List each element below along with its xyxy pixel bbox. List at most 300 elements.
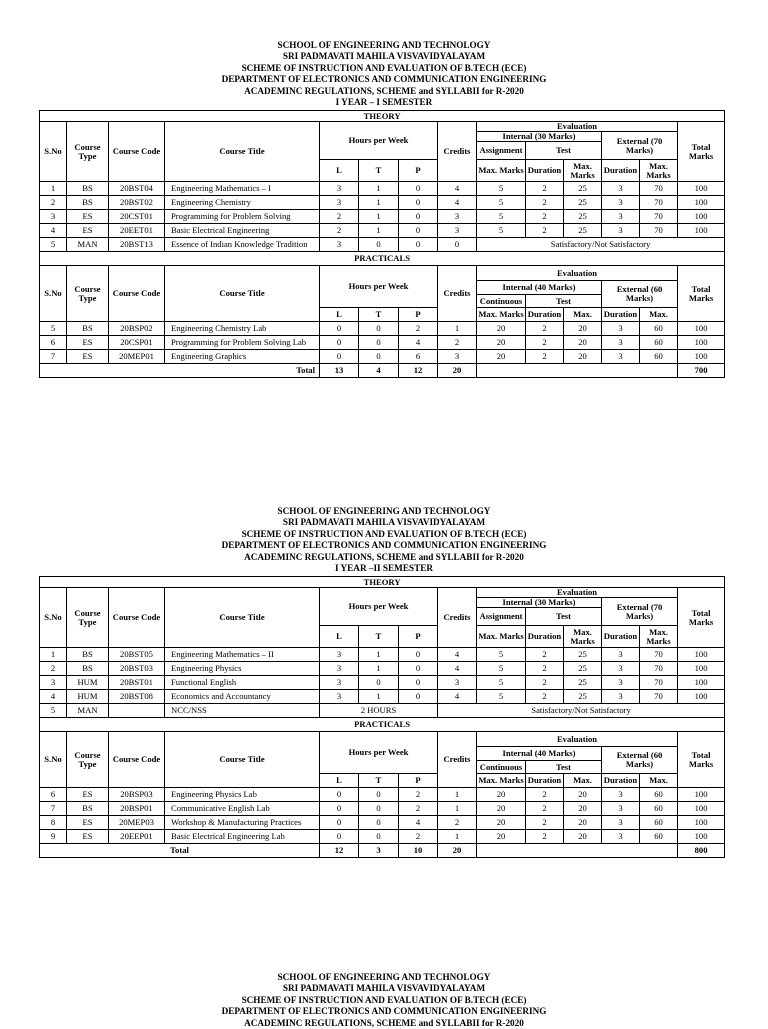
cell-test-duration: 2 [526, 182, 564, 196]
cell-l: 2 [320, 210, 359, 224]
cell-credits: 1 [438, 802, 477, 816]
col-hours: Hours per Week [320, 732, 438, 774]
col-course-code: Course Code [109, 588, 165, 648]
cell-t: 0 [359, 350, 399, 364]
col-continuous: Continuous [477, 761, 526, 774]
cell-test-max: 25 [564, 676, 602, 690]
cell-total: 100 [678, 210, 725, 224]
cell-l: 0 [320, 788, 359, 802]
cell-internal-marks: 20 [477, 322, 526, 336]
cell-internal-marks: 5 [477, 662, 526, 676]
table-row [40, 182, 725, 196]
cell-ext-max: 60 [640, 802, 678, 816]
cell-internal-marks: 20 [477, 802, 526, 816]
cell-sno: 4 [40, 690, 67, 704]
cell-credits: 2 [438, 336, 477, 350]
cell-code: 20BST01 [109, 676, 165, 690]
col-continuous: Continuous [477, 295, 526, 308]
cell-p: 2 [399, 322, 438, 336]
cell-code: 20BST13 [109, 238, 165, 252]
theory-label: THEORY [40, 577, 725, 588]
cell-t: 1 [359, 662, 399, 676]
cell-type: ES [67, 788, 109, 802]
cell-internal-marks: 20 [477, 830, 526, 844]
cell-ext-duration: 3 [602, 224, 640, 238]
cell-p: 0 [399, 238, 438, 252]
cell-ext-max: 70 [640, 224, 678, 238]
col-l: L [320, 774, 359, 788]
cell-code: 20BST03 [109, 662, 165, 676]
cell-p: 0 [399, 210, 438, 224]
cell-p: 2 [399, 788, 438, 802]
cell-type: ES [67, 210, 109, 224]
col-course-title: Course Title [165, 266, 320, 322]
sem2-lab-rows [40, 788, 725, 844]
cell-sno: 1 [40, 182, 67, 196]
cell-ext-max: 60 [640, 336, 678, 350]
cell-type: ES [67, 224, 109, 238]
total-p: 10 [399, 844, 438, 858]
total-label: Total [40, 364, 320, 378]
cell-sno: 3 [40, 676, 67, 690]
table-row [40, 704, 725, 718]
col-duration: Duration [526, 308, 564, 322]
col-evaluation: Evaluation [477, 122, 678, 132]
col-duration: Duration [602, 626, 640, 648]
cell-credits: 3 [438, 676, 477, 690]
col-external: External (70 Marks) [602, 132, 678, 160]
col-credits: Credits [438, 266, 477, 322]
table-row [40, 830, 725, 844]
semester-title: I YEAR – I SEMESTER [335, 97, 433, 108]
cell-l: 0 [320, 816, 359, 830]
table-row [40, 322, 725, 336]
cell-sno: 5 [40, 322, 67, 336]
cell-ext-duration: 3 [602, 350, 640, 364]
cell-internal-marks: 5 [477, 224, 526, 238]
department-title: DEPARTMENT OF ELECTRONICS AND COMMUNICATION ENGINEERING [221, 74, 547, 85]
cell-test-max: 25 [564, 210, 602, 224]
cell-t: 0 [359, 802, 399, 816]
cell-test-duration: 2 [526, 224, 564, 238]
col-max-marks: Max. Marks [477, 774, 526, 788]
cell-total: 100 [678, 662, 725, 676]
total-blank [477, 364, 678, 378]
cell-code: 20BSP03 [109, 788, 165, 802]
cell-code: 20BST02 [109, 196, 165, 210]
cell-t: 1 [359, 690, 399, 704]
cell-test-duration: 2 [526, 690, 564, 704]
col-duration: Duration [526, 626, 564, 648]
col-evaluation: Evaluation [477, 266, 678, 281]
cell-code: 20MEP03 [109, 816, 165, 830]
cell-total: 100 [678, 690, 725, 704]
cell-title: Functional English [165, 676, 320, 690]
col-l: L [320, 308, 359, 322]
cell-p: 2 [399, 802, 438, 816]
cell-ext-duration: 3 [602, 676, 640, 690]
col-course-type: Course Type [67, 732, 109, 788]
cell-test-max: 25 [564, 182, 602, 196]
col-max: Max. [640, 774, 678, 788]
cell-ext-max: 60 [640, 816, 678, 830]
cell-test-duration: 2 [526, 648, 564, 662]
col-t: T [359, 774, 399, 788]
cell-type: MAN [67, 704, 109, 718]
cell-test-max: 20 [564, 830, 602, 844]
cell-total: 100 [678, 676, 725, 690]
table-row [40, 690, 725, 704]
cell-code: 20BSP02 [109, 322, 165, 336]
cell-t: 0 [359, 676, 399, 690]
cell-type: ES [67, 350, 109, 364]
theory-label: THEORY [40, 111, 725, 122]
cell-ext-max: 60 [640, 788, 678, 802]
cell-credits: 4 [438, 690, 477, 704]
cell-l: 3 [320, 662, 359, 676]
col-duration: Duration [526, 160, 564, 182]
department-title: DEPARTMENT OF ELECTRONICS AND COMMUNICATION ENGINEERING [221, 540, 547, 551]
cell-ext-duration: 3 [602, 690, 640, 704]
cell-credits: 4 [438, 662, 477, 676]
cell-test-max: 25 [564, 662, 602, 676]
col-t: T [359, 626, 399, 648]
cell-p: 2 [399, 830, 438, 844]
cell-type: BS [67, 648, 109, 662]
cell-t: 0 [359, 322, 399, 336]
cell-ext-duration: 3 [602, 788, 640, 802]
table-row [40, 210, 725, 224]
cell-internal-marks: 5 [477, 690, 526, 704]
col-course-title: Course Title [165, 588, 320, 648]
cell-test-max: 20 [564, 802, 602, 816]
cell-test-max: 20 [564, 336, 602, 350]
col-course-code: Course Code [109, 732, 165, 788]
cell-p: 0 [399, 224, 438, 238]
sem2-header [0, 506, 768, 574]
school-title: SCHOOL OF ENGINEERING AND TECHNOLOGY [277, 972, 491, 982]
cell-credits: 2 [438, 816, 477, 830]
col-hours: Hours per Week [320, 122, 438, 160]
cell-ext-max: 60 [640, 322, 678, 336]
col-test: Test [526, 142, 602, 160]
cell-test-duration: 2 [526, 676, 564, 690]
col-p: P [399, 160, 438, 182]
regulations-title: ACADEMINC REGULATIONS, SCHEME and SYLLABII for R-2020 [244, 85, 524, 96]
cell-credits: 0 [438, 238, 477, 252]
cell-credits: 1 [438, 830, 477, 844]
practicals-label: PRACTICALS [40, 718, 725, 732]
cell-code: 20BSP01 [109, 802, 165, 816]
col-course-code: Course Code [109, 122, 165, 182]
table-row [40, 336, 725, 350]
col-max: Max. [564, 308, 602, 322]
table-row [40, 238, 725, 252]
cell-type: BS [67, 322, 109, 336]
col-course-title: Course Title [165, 732, 320, 788]
cell-title: Engineering Chemistry [165, 196, 320, 210]
col-credits: Credits [438, 732, 477, 788]
total-row [40, 364, 725, 378]
col-course-type: Course Type [67, 588, 109, 648]
col-internal: Internal (40 Marks) [477, 281, 602, 295]
cell-test-max: 25 [564, 224, 602, 238]
cell-t: 0 [359, 816, 399, 830]
cell-code: 20CSP01 [109, 336, 165, 350]
col-max: Max. [564, 774, 602, 788]
cell-title: Workshop & Manufacturing Practices [165, 816, 320, 830]
cell-satisfactory: Satisfactory/Not Satisfactory [438, 704, 725, 718]
table-row [40, 788, 725, 802]
cell-test-max: 25 [564, 690, 602, 704]
cell-sno: 2 [40, 662, 67, 676]
cell-ext-duration: 3 [602, 662, 640, 676]
sem2-theory-rows [40, 648, 725, 704]
cell-ext-duration: 3 [602, 816, 640, 830]
cell-l: 0 [320, 802, 359, 816]
cell-ext-max: 70 [640, 662, 678, 676]
col-hours: Hours per Week [320, 266, 438, 308]
cell-total: 100 [678, 802, 725, 816]
col-sno: S.No [40, 122, 67, 182]
cell-ext-max: 70 [640, 196, 678, 210]
cell-credits: 4 [438, 196, 477, 210]
cell-ext-duration: 3 [602, 648, 640, 662]
school-title: SCHOOL OF ENGINEERING AND TECHNOLOGY [277, 40, 491, 50]
cell-test-duration: 2 [526, 788, 564, 802]
cell-p: 0 [399, 690, 438, 704]
cell-t: 1 [359, 648, 399, 662]
cell-title: Programming for Problem Solving Lab [165, 336, 320, 350]
col-hours: Hours per Week [320, 588, 438, 626]
cell-total: 100 [678, 350, 725, 364]
cell-t: 1 [359, 224, 399, 238]
cell-test-duration: 2 [526, 830, 564, 844]
col-l: L [320, 160, 359, 182]
col-max-marks: Max. Marks [640, 626, 678, 648]
cell-l: 0 [320, 336, 359, 350]
cell-title: Basic Electrical Engineering [165, 224, 320, 238]
cell-total: 100 [678, 816, 725, 830]
col-max-marks: Max. Marks [477, 626, 526, 648]
col-duration: Duration [602, 308, 640, 322]
cell-type: MAN [67, 238, 109, 252]
university-title: SRI PADMAVATI MAHILA VISVAVIDYALAYAM [282, 983, 486, 994]
cell-p: 0 [399, 662, 438, 676]
department-title: DEPARTMENT OF ELECTRONICS AND COMMUNICATION ENGINEERING [221, 1006, 547, 1017]
cell-title: Communicative English Lab [165, 802, 320, 816]
cell-ext-max: 70 [640, 690, 678, 704]
table-row [40, 676, 725, 690]
cell-code: 20EEP01 [109, 830, 165, 844]
cell-type: BS [67, 802, 109, 816]
cell-sno: 5 [40, 704, 67, 718]
col-test: Test [526, 295, 602, 308]
col-p: P [399, 774, 438, 788]
scheme-title: SCHEME OF INSTRUCTION AND EVALUATION OF B.TECH (ECE) [241, 528, 527, 539]
cell-l: 3 [320, 196, 359, 210]
cell-p: 4 [399, 336, 438, 350]
cell-credits: 4 [438, 648, 477, 662]
cell-sno: 7 [40, 350, 67, 364]
cell-ext-duration: 3 [602, 210, 640, 224]
cell-internal-marks: 5 [477, 676, 526, 690]
total-credits: 20 [438, 844, 477, 858]
col-evaluation: Evaluation [477, 732, 678, 747]
col-internal: Internal (30 Marks) [477, 132, 602, 142]
col-internal: Internal (30 Marks) [477, 598, 602, 608]
cell-test-duration: 2 [526, 350, 564, 364]
cell-credits: 3 [438, 350, 477, 364]
cell-l: 3 [320, 648, 359, 662]
col-sno: S.No [40, 266, 67, 322]
cell-internal-marks: 20 [477, 816, 526, 830]
sem3-header [0, 972, 768, 1029]
regulations-title: ACADEMINC REGULATIONS, SCHEME and SYLLABII for R-2020 [244, 1017, 524, 1028]
total-t: 4 [359, 364, 399, 378]
cell-ext-max: 70 [640, 676, 678, 690]
cell-ext-duration: 3 [602, 322, 640, 336]
col-course-type: Course Type [67, 266, 109, 322]
cell-title: Engineering Physics Lab [165, 788, 320, 802]
cell-internal-marks: 5 [477, 648, 526, 662]
cell-sno: 7 [40, 802, 67, 816]
cell-satisfactory: Satisfactory/Not Satisfactory [477, 238, 725, 252]
col-duration: Duration [602, 774, 640, 788]
scheme-title: SCHEME OF INSTRUCTION AND EVALUATION OF B.TECH (ECE) [241, 62, 527, 73]
cell-internal-marks: 5 [477, 210, 526, 224]
col-internal: Internal (40 Marks) [477, 747, 602, 761]
cell-l: 3 [320, 676, 359, 690]
cell-sno: 5 [40, 238, 67, 252]
col-credits: Credits [438, 122, 477, 182]
col-external: External (60 Marks) [602, 281, 678, 308]
cell-test-duration: 2 [526, 662, 564, 676]
cell-ext-max: 70 [640, 648, 678, 662]
total-marks: 700 [678, 364, 725, 378]
col-duration: Duration [526, 774, 564, 788]
col-total-marks: Total Marks [678, 588, 725, 648]
cell-total: 100 [678, 788, 725, 802]
sem1-lab-rows [40, 322, 725, 364]
cell-title: Engineering Mathematics – I [165, 182, 320, 196]
cell-ext-duration: 3 [602, 830, 640, 844]
total-marks: 800 [678, 844, 725, 858]
cell-t: 0 [359, 788, 399, 802]
regulations-title: ACADEMINC REGULATIONS, SCHEME and SYLLABII for R-2020 [244, 551, 524, 562]
cell-internal-marks: 20 [477, 788, 526, 802]
cell-p: 0 [399, 182, 438, 196]
total-credits: 20 [438, 364, 477, 378]
cell-p: 0 [399, 648, 438, 662]
cell-credits: 1 [438, 788, 477, 802]
col-total-marks: Total Marks [678, 732, 725, 788]
cell-code: 20BST04 [109, 182, 165, 196]
cell-internal-marks: 20 [477, 336, 526, 350]
cell-code: 20BST05 [109, 648, 165, 662]
cell-total: 100 [678, 322, 725, 336]
total-row [40, 844, 725, 858]
table-row [40, 648, 725, 662]
cell-credits: 1 [438, 322, 477, 336]
university-title: SRI PADMAVATI MAHILA VISVAVIDYALAYAM [282, 517, 486, 528]
cell-internal-marks: 20 [477, 350, 526, 364]
col-assignment: Assignment [477, 142, 526, 160]
cell-l: 2 [320, 224, 359, 238]
cell-l: 3 [320, 238, 359, 252]
col-external: External (60 Marks) [602, 747, 678, 774]
cell-code: 20CST01 [109, 210, 165, 224]
cell-type: BS [67, 662, 109, 676]
cell-credits: 4 [438, 182, 477, 196]
table-row [40, 816, 725, 830]
col-max: Max. [640, 308, 678, 322]
col-sno: S.No [40, 588, 67, 648]
cell-ext-max: 70 [640, 182, 678, 196]
cell-l: 0 [320, 322, 359, 336]
cell-total: 100 [678, 182, 725, 196]
cell-title: Engineering Mathematics – II [165, 648, 320, 662]
col-max-marks: Max. Marks [564, 626, 602, 648]
col-external: External (70 Marks) [602, 598, 678, 626]
cell-test-duration: 2 [526, 196, 564, 210]
table-row [40, 662, 725, 676]
col-max-marks: Max. Marks [564, 160, 602, 182]
cell-p: 0 [399, 676, 438, 690]
cell-total: 100 [678, 224, 725, 238]
cell-test-duration: 2 [526, 210, 564, 224]
sem1-table [39, 110, 725, 378]
cell-title: Engineering Physics [165, 662, 320, 676]
cell-test-duration: 2 [526, 336, 564, 350]
cell-t: 1 [359, 182, 399, 196]
cell-sno: 3 [40, 210, 67, 224]
cell-l: 0 [320, 350, 359, 364]
cell-t: 1 [359, 196, 399, 210]
sem2-table [39, 576, 725, 858]
col-p: P [399, 308, 438, 322]
col-course-type: Course Type [67, 122, 109, 182]
cell-credits: 3 [438, 210, 477, 224]
cell-hours: 2 HOURS [320, 704, 438, 718]
col-test: Test [526, 608, 602, 626]
cell-test-max: 20 [564, 350, 602, 364]
cell-test-duration: 2 [526, 322, 564, 336]
cell-type: ES [67, 816, 109, 830]
cell-test-duration: 2 [526, 802, 564, 816]
cell-t: 0 [359, 830, 399, 844]
cell-type: HUM [67, 690, 109, 704]
col-course-title: Course Title [165, 122, 320, 182]
total-t: 3 [359, 844, 399, 858]
col-assignment: Assignment [477, 608, 526, 626]
cell-l: 0 [320, 830, 359, 844]
cell-code [109, 704, 165, 718]
table-row [40, 224, 725, 238]
cell-ext-duration: 3 [602, 196, 640, 210]
cell-ext-max: 60 [640, 350, 678, 364]
cell-test-max: 25 [564, 648, 602, 662]
cell-t: 0 [359, 336, 399, 350]
col-evaluation: Evaluation [477, 588, 678, 598]
col-course-code: Course Code [109, 266, 165, 322]
cell-sno: 1 [40, 648, 67, 662]
col-max-marks: Max. Marks [640, 160, 678, 182]
sem1-theory-rows [40, 182, 725, 238]
cell-code: 20EET01 [109, 224, 165, 238]
cell-total: 100 [678, 830, 725, 844]
cell-sno: 8 [40, 816, 67, 830]
